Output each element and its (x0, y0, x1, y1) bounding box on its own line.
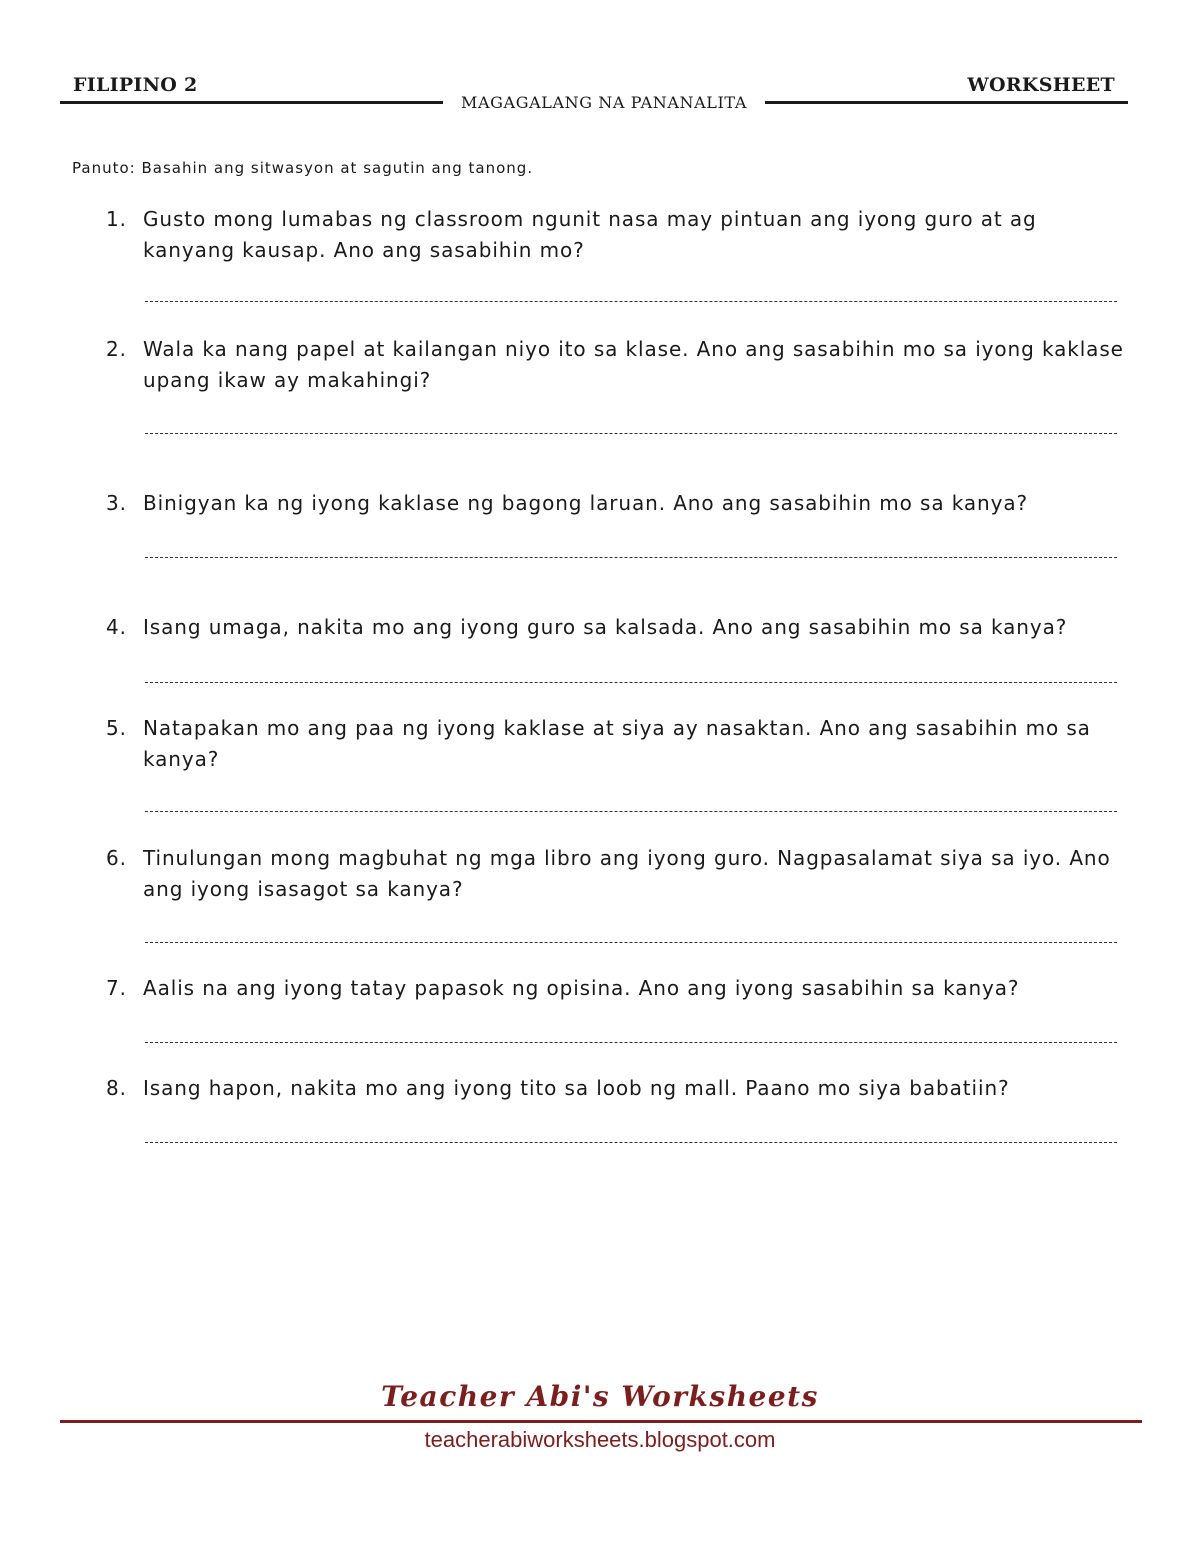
question-text: Tinulungan mong magbuhat ng mga libro ang iyong guro. Nagpasalamat siya sa iyo. Ano ang iyong isasagot sa kanya? (143, 846, 1111, 901)
question-item (106, 713, 1126, 775)
question-text: Isang umaga, nakita mo ang iyong guro sa kalsada. Ano ang sasabihin mo sa kanya? (143, 615, 1068, 639)
subject-title: FILIPINO 2 (73, 74, 198, 96)
answer-line[interactable] (145, 1042, 1117, 1043)
question-text: Natapakan mo ang paa ng iyong kaklase at siya ay nasaktan. Ano ang sasabihin mo sa kanya? (143, 716, 1091, 771)
question-text: Isang hapon, nakita mo ang iyong tito sa loob ng mall. Paano mo siya babatiin? (143, 1076, 1010, 1100)
question-text: Aalis na ang iyong tatay papasok ng opisina. Ano ang iyong sasabihin sa kanya? (143, 976, 1020, 1000)
worksheet-label: WORKSHEET (967, 74, 1115, 96)
question-number: 4. (106, 615, 127, 639)
question-number: 6. (106, 846, 127, 870)
footer-url-link[interactable]: teacherabiworksheets.blogspot.com (424, 1427, 776, 1452)
answer-line[interactable] (145, 557, 1117, 558)
answer-line[interactable] (145, 1142, 1117, 1143)
answer-line[interactable] (145, 682, 1117, 683)
header-divider-right (765, 101, 1128, 104)
question-item (106, 334, 1126, 396)
question-number: 2. (106, 337, 127, 361)
question-text: Wala ka nang papel at kailangan niyo ito sa klase. Ano ang sasabihin mo sa iyong kaklase upang ikaw ay makahingi? (143, 337, 1124, 392)
answer-line[interactable] (145, 433, 1117, 434)
answer-line[interactable] (145, 811, 1117, 812)
question-text: Gusto mong lumabas ng classroom ngunit nasa may pintuan ang iyong guro at ag kanyang kausap. Ano ang sasabihin mo? (143, 207, 1037, 262)
question-item (106, 1073, 1126, 1104)
footer-brand: Teacher Abi's Worksheets (381, 1380, 819, 1413)
question-number: 1. (106, 207, 127, 231)
question-item (106, 204, 1126, 266)
question-number: 3. (106, 491, 127, 515)
question-number: 5. (106, 716, 127, 740)
question-text: Binigyan ka ng iyong kaklase ng bagong laruan. Ano ang sasabihin mo sa kanya? (143, 491, 1029, 515)
answer-line[interactable] (145, 942, 1117, 943)
question-number: 7. (106, 976, 127, 1000)
topic-title: MAGAGALANG NA PANANALITA (461, 93, 747, 112)
answer-line[interactable] (145, 301, 1117, 302)
instructions: Panuto: Basahin ang sitwasyon at sagutin ang tanong. (72, 159, 534, 177)
question-item (106, 973, 1126, 1004)
header-divider-left (60, 101, 443, 104)
footer-divider (60, 1420, 1142, 1423)
question-number: 8. (106, 1076, 127, 1100)
question-item (106, 843, 1126, 905)
question-item (106, 488, 1126, 519)
question-item (106, 612, 1126, 643)
